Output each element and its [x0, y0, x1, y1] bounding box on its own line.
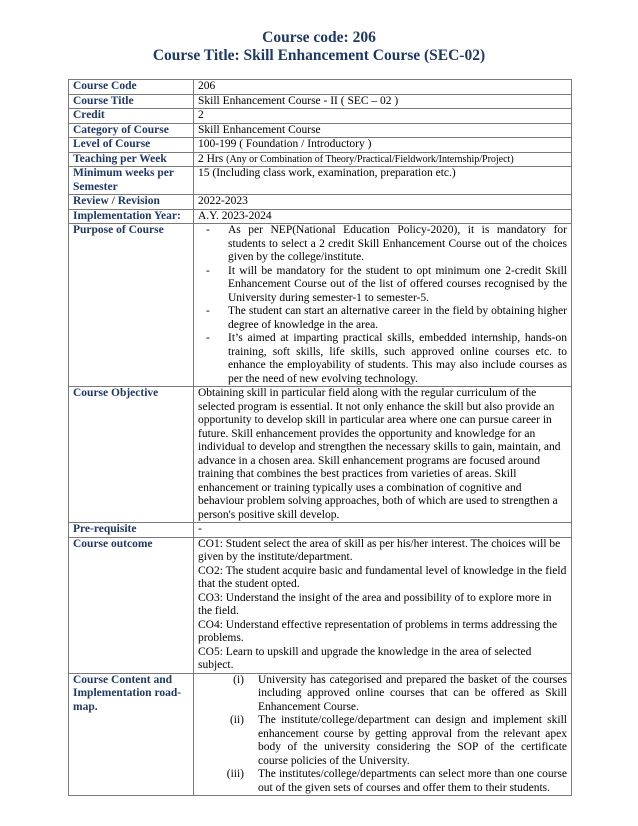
- row-prerequisite: [69, 523, 572, 538]
- dash-marker: -: [206, 305, 210, 317]
- outcome-item: CO5: Learn to upskill and upgrade the knowledge in the area of selected subject.: [198, 645, 532, 671]
- content-text: The institutes/college/departments can select more than one course out of the given sets of courses and offer them to their students.: [258, 768, 567, 794]
- row-purpose: [69, 224, 572, 387]
- label-min-weeks: Minimum weeks per Semester: [69, 167, 194, 195]
- row-content: [69, 673, 572, 796]
- purpose-text: It will be mandatory for the student to opt minimum one 2-credit Skill Enhancement Course out of the list of offered courses recognised by the University during semester-1 to semester-5.: [228, 264, 567, 304]
- dash-marker: -: [206, 264, 210, 277]
- value-course-title: Skill Enhancement Course - II ( SEC – 02 ): [194, 94, 572, 109]
- row-level: [69, 138, 572, 153]
- outcome-item: CO2: The student acquire basic and fundamental level of knowledge in the field that the student opted.: [198, 564, 567, 590]
- label-implementation-year: Implementation Year:: [69, 209, 194, 224]
- value-teaching: [194, 152, 572, 167]
- content-item: [198, 714, 567, 768]
- purpose-item: [198, 332, 567, 386]
- row-teaching: [69, 152, 572, 167]
- purpose-text: The student can start an alternative career in the field by obtaining higher degree of knowledge in the area.: [228, 305, 567, 331]
- outcome-item: CO4: Understand effective representation of problems in terms addressing the problems.: [198, 618, 558, 644]
- row-course-title: [69, 94, 572, 109]
- purpose-text: As per NEP(National Education Policy-2020), it is mandatory for students to select a 2 credit Skill Enhancement Course out of the choices given by the college/institute.: [228, 224, 567, 263]
- value-course-code: 206: [194, 80, 572, 95]
- value-review: 2022-2023: [194, 195, 572, 210]
- teaching-note: (Any or Combination of Theory/Practical/Fieldwork/Internship/Project): [226, 153, 514, 165]
- value-credit: 2: [194, 109, 572, 124]
- value-objective: Obtaining skill in particular field along with the regular curriculum of the selected program is essential. It not only enhance the skill but also provide an opportunity to develop skill in particular area where one can pursue career in future. Skill enhancement provides the opportunity and knowledge for an individual to develop and strengthen the necessary skills to gain, maintain, and advance in a chosen area. Skill enhancement programs are focused around training that combines the best practices from varieties of areas. Skill enhancement or training typically uses a combination of cognitive and behaviour problem solving approaches, both of which are used to strengthen a person's positive skill develop.: [194, 387, 572, 523]
- label-course-code: Course Code: [69, 80, 194, 95]
- label-content: Course Content and Implementation road-map.: [69, 673, 194, 796]
- row-objective: [69, 387, 572, 523]
- roman-marker: (iii): [226, 768, 244, 780]
- value-level: 100-199 ( Foundation / Introductory ): [194, 138, 572, 153]
- outcome-item: CO1: Student select the area of skill as per his/her interest. The choices will be given by the institute/department.: [198, 537, 561, 563]
- roman-marker: (ii): [229, 714, 244, 726]
- row-category: [69, 123, 572, 138]
- content-text: University has categorised and prepared the basket of the courses including approved online courses that can be offered as Skill Enhancement Course.: [258, 673, 567, 713]
- value-prerequisite: -: [194, 523, 572, 538]
- course-details-table: [68, 79, 572, 796]
- purpose-item: [198, 224, 567, 265]
- label-review: Review / Revision: [69, 195, 194, 210]
- row-outcome: [69, 537, 572, 673]
- row-review: [69, 195, 572, 210]
- label-teaching: Teaching per Week: [69, 152, 194, 167]
- dash-marker: -: [206, 224, 210, 236]
- content-item: [198, 768, 567, 795]
- content-text: The institute/college/department can design and implement skill enhancement course by getting approval from the relevant apex body of the university considering the SOP of the certificate course policies of the University.: [258, 714, 567, 767]
- course-title-heading: Course Title: Skill Enhancement Course (SEC-02): [152, 47, 486, 64]
- purpose-list: [198, 224, 567, 386]
- content-list: [198, 674, 567, 796]
- purpose-item: [198, 305, 567, 332]
- label-objective: Course Objective: [69, 387, 194, 523]
- value-content: [194, 673, 572, 796]
- outcome-item: CO3: Understand the insight of the area and possibility of to explore more in the field.: [198, 591, 552, 617]
- row-min-weeks: [69, 167, 572, 195]
- course-code-heading: Course code: 206: [262, 29, 376, 46]
- value-category: Skill Enhancement Course: [194, 123, 572, 138]
- value-implementation-year: A.Y. 2023-2024: [194, 209, 572, 224]
- teaching-hours: 2 Hrs: [198, 152, 224, 165]
- purpose-text: It’s aimed at imparting practical skills, embedded internship, hands-on training, soft skills, life skills, such approved online courses etc. to enhance the employability of students. This may also include courses as per the need of new evolving technology.: [228, 332, 567, 385]
- value-purpose: [194, 224, 572, 387]
- label-prerequisite: Pre-requisite: [69, 523, 194, 538]
- dash-marker: -: [206, 332, 210, 344]
- label-purpose: Purpose of Course: [69, 224, 194, 387]
- value-min-weeks: 15 (Including class work, examination, preparation etc.): [194, 167, 572, 195]
- roman-marker: (i): [233, 673, 244, 686]
- label-course-title: Course Title: [69, 94, 194, 109]
- label-category: Category of Course: [69, 123, 194, 138]
- purpose-item: [198, 265, 567, 306]
- content-item: [198, 674, 567, 715]
- row-implementation-year: [69, 209, 572, 224]
- label-credit: Credit: [69, 109, 194, 124]
- label-outcome: Course outcome: [69, 537, 194, 673]
- row-course-code: [69, 80, 572, 95]
- row-credit: [69, 109, 572, 124]
- value-outcome: [194, 537, 572, 673]
- label-level: Level of Course: [69, 138, 194, 153]
